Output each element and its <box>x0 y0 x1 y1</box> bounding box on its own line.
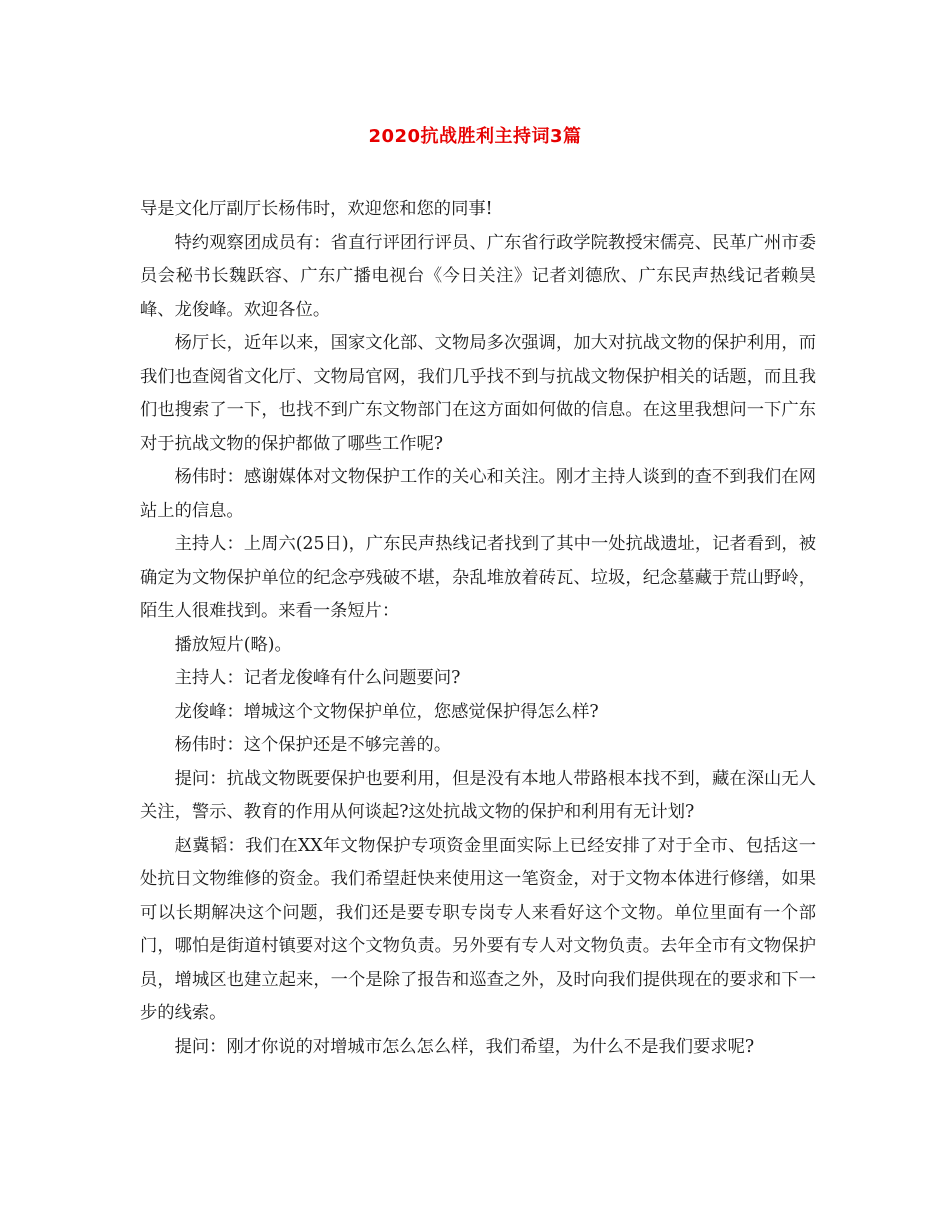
paragraph: 提问：刚才你说的对增城市怎么怎么样，我们希望，为什么不是我们要求呢? <box>174 1036 755 1057</box>
document-title: 2020抗战胜利主持词3篇 <box>368 126 582 147</box>
paragraph: 特约观察团成员有：省直行评团行评员、广东省行政学院教授宋儒亮、民革广州市委员会秘书长魏跃容、广东广播电视台《今日关注》记者刘德欣、广东民声热线记者赖昊峰、龙俊峰。欢迎各位。 <box>140 232 816 320</box>
paragraph: 主持人：记者龙俊峰有什么问题要问? <box>174 668 461 688</box>
paragraph: 龙俊峰：增城这个文物保护单位，您感觉保护得怎么样? <box>174 701 599 722</box>
paragraph: 导是文化厅副厅长杨伟时，欢迎您和您的同事! <box>140 199 493 219</box>
paragraph: 杨伟时：感谢媒体对文物保护工作的关心和关注。刚才主持人谈到的查不到我们在网站上的信息。 <box>140 467 816 521</box>
paragraph: 杨厅长，近年以来，国家文化部、文物局多次强调，加大对抗战文物的保护利用，而我们也查阅省文化厅、文物局官网，我们几乎找不到与抗战文物保护相关的话题，而且我们也搜索了一下，也找不到广东文物部门在这方面如何做的信息。在这里我想问一下广东对于抗战文物的保护都做了哪些工作呢? <box>140 333 816 454</box>
paragraph: 主持人：上周六(25日)，广东民声热线记者找到了其中一处抗战遗址，记者看到，被确定为文物保护单位的纪念亭残破不堪，杂乱堆放着砖瓦、垃圾，纪念墓藏于荒山野岭，陌生人很难找到。来看一条短片： <box>140 534 816 621</box>
document-body <box>140 193 816 1064</box>
paragraph: 提问：抗战文物既要保护也要利用，但是没有本地人带路根本找不到，藏在深山无人关注，警示、教育的作用从何谈起?这处抗战文物的保护和利用有无计划? <box>140 768 816 822</box>
paragraph: 杨伟时：这个保护还是不够完善的。 <box>174 735 452 755</box>
paragraph: 赵冀韬：我们在XX年文物保护专项资金里面实际上已经安排了对于全市、包括这一处抗日文物维修的资金。我们希望赶快来使用这一笔资金，对于文物本体进行修缮，如果可以长期解决这个问题，我们还是要专职专岗专人来看好这个文物。单位里面有一个部门，哪怕是街道村镇要对这个文物负责。另外要有专人对文物负责。去年全市有文物保护员，增城区也建立起来，一个是除了报告和巡查之外，及时向我们提供现在的要求和下一步的线索。 <box>140 835 816 1023</box>
paragraph: 播放短片(略)。 <box>174 634 292 655</box>
